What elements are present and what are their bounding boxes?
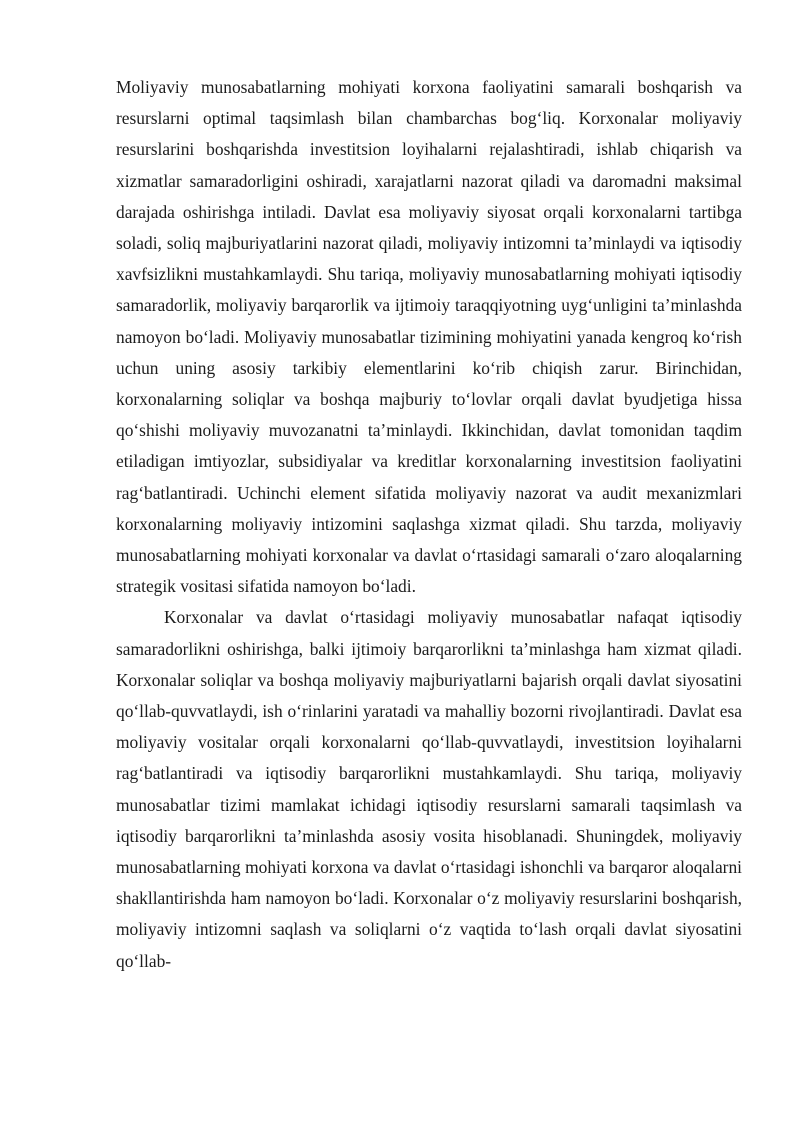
paragraph-1: Moliyaviy munosabatlarning mohiyati korxona faoliyatini samarali boshqarish va resurslarni optimal taqsimlash bilan chambarchas bog‘liq. Korxonalar moliyaviy resurslarini boshqarishda investitsion loyihalarni rejalashtiradi, ishlab chiqarish va xizmatlar samaradorligini oshiradi, xarajatlarni nazorat qiladi va daromadni maksimal darajada oshirishga intiladi. Davlat esa moliyaviy siyosat orqali korxonalarni tartibga soladi, soliq majburiyatlarini nazorat qiladi, moliyaviy intizomni ta’minlaydi va iqtisodiy xavfsizlikni mustahkamlaydi. Shu tariqa, moliyaviy munosabatlarning mohiyati iqtisodiy samaradorlik, moliyaviy barqarorlik va ijtimoiy taraqqiyotning uyg‘unligini ta’minlashda namoyon bo‘ladi. Moliyaviy munosabatlar tizimining mohiyatini yanada kengroq ko‘rish uchun uning asosiy tarkibiy elementlarini ko‘rib chiqish zarur. Birinchidan, korxonalarning soliqlar va boshqa majburiy to‘lovlar orqali davlat byudjetiga hissa qo‘shishi moliyaviy muvozanatni ta’minlaydi. Ikkinchidan, davlat tomonidan taqdim etiladigan imtiyozlar, subsidiyalar va kreditlar korxonalarning investitsion faoliyatini rag‘batlantiradi. Uchinchi element sifatida moliyaviy nazorat va audit mexanizmlari korxonalarning moliyaviy intizomini saqlashga xizmat qiladi. Shu tarzda, moliyaviy munosabatlarning mohiyati korxonalar va davlat o‘rtasidagi samarali o‘zaro aloqalarning strategik vositasi sifatida namoyon bo‘ladi.	[116, 77, 742, 597]
document-body	[116, 72, 742, 977]
paragraph-2: Korxonalar va davlat o‘rtasidagi moliyaviy munosabatlar nafaqat iqtisodiy samaradorlikni oshirishga, balki ijtimoiy barqarorlikni ta’minlashga ham xizmat qiladi. Korxonalar soliqlar va boshqa moliyaviy majburiyatlarni bajarish orqali davlat siyosatini qo‘llab-quvvatlaydi, ish o‘rinlarini yaratadi va mahalliy bozorni rivojlantiradi. Davlat esa moliyaviy vositalar orqali korxonalarni qo‘llab-quvvatlaydi, investitsion loyihalarni rag‘batlantiradi va iqtisodiy barqarorlikni mustahkamlaydi. Shu tariqa, moliyaviy munosabatlar tizimi mamlakat ichidagi iqtisodiy resurslarni samarali taqsimlash va iqtisodiy barqarorlikni ta’minlashda asosiy vosita hisoblanadi. Shuningdek, moliyaviy munosabatlarning mohiyati korxona va davlat o‘rtasidagi ishonchli va barqaror aloqalarni shakllantirishda ham namoyon bo‘ladi. Korxonalar o‘z moliyaviy resurslarini boshqarish, moliyaviy intizomni saqlash va soliqlarni o‘z vaqtida to‘lash orqali davlat siyosatini qo‘llab-	[116, 607, 742, 971]
